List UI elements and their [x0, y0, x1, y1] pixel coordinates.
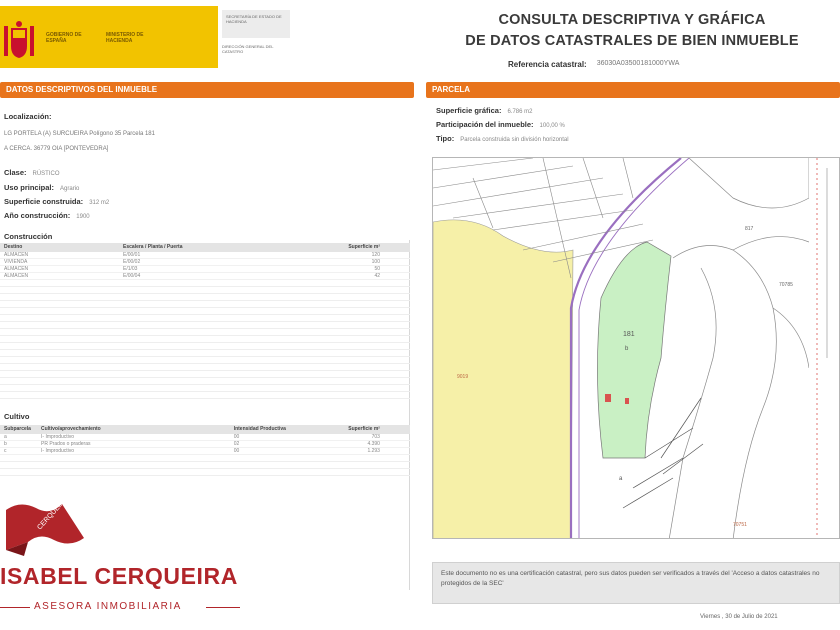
ref-label: Referencia catastral:: [508, 60, 587, 69]
header-cell: Destino: [4, 244, 23, 250]
empty-row: [0, 343, 410, 350]
table-cell: PR Prados o praderas: [41, 441, 91, 447]
brand-mark-text: CERQUEIRA: [36, 495, 70, 532]
brand-subtitle: ASESORA INMOBILIARIA: [34, 601, 182, 612]
use-field: [4, 183, 79, 192]
construction-table-header: [0, 243, 410, 252]
table-row: [0, 266, 410, 273]
table-row: [0, 259, 410, 266]
construction-table: [0, 243, 410, 399]
empty-row: [0, 462, 410, 469]
document-title: [432, 10, 832, 52]
table-cell: 100: [371, 259, 380, 265]
map-neighbour-label: 70751: [733, 522, 747, 528]
type-label: Tipo:: [436, 134, 455, 143]
table-cell: 4.390: [367, 441, 380, 447]
ministry-name-text: MINISTERIO DE HACIENDA: [106, 32, 144, 44]
header-cell: Superficie m²: [348, 426, 380, 432]
brand-name: ISABEL CERQUEIRA: [0, 563, 238, 589]
empty-row: [0, 357, 410, 364]
empty-row: [0, 350, 410, 357]
empty-row: [0, 371, 410, 378]
map-neighbour-label: 70785: [779, 282, 793, 288]
table-cell: E/1/03: [123, 266, 138, 272]
yellow-land-area: [433, 220, 573, 539]
table-cell: c: [4, 448, 7, 454]
participation-value: 100,00 %: [539, 123, 565, 129]
table-cell: I- Improductivo: [41, 448, 75, 454]
empty-row: [0, 336, 410, 343]
type-field: [436, 134, 569, 143]
built-area-label: Superficie construida:: [4, 197, 84, 206]
year-field: [4, 211, 90, 220]
table-cell: ALMACEN: [4, 273, 29, 279]
class-value: RÚSTICO: [32, 171, 60, 177]
building-marker: [625, 398, 629, 404]
location-label: Localización:: [4, 112, 52, 121]
year-value: 1900: [76, 214, 90, 220]
table-cell: 00: [233, 434, 240, 440]
table-cell: ALMACEN: [4, 266, 29, 272]
type-value: Parcela construida sin división horizontal: [460, 137, 569, 143]
table-cell: I- Improductivo: [41, 434, 75, 440]
empty-row: [0, 364, 410, 371]
table-cell: b: [4, 441, 7, 447]
graphic-area-field: [436, 106, 532, 115]
cadastral-reference: [508, 60, 680, 69]
table-cell: 703: [371, 434, 380, 440]
secretaria-box: SECRETARÍA DE ESTADO DE HACIENDA: [222, 10, 290, 38]
disclaimer-box: Este documento no es una certificación catastral, pero sus datos pueden ser verificados a través del 'Acceso a datos catastrales no protegidos de la SEC': [432, 562, 840, 604]
class-label: Clase:: [4, 168, 27, 177]
table-cell: VIVIENDA: [4, 259, 28, 265]
empty-row: [0, 378, 410, 385]
section-bar-descriptive: DATOS DESCRIPTIVOS DEL INMUEBLE: [0, 82, 414, 98]
graphic-area-value: 6.786 m2: [507, 109, 533, 115]
map-side-strip: [809, 158, 840, 539]
coat-of-arms-icon: [2, 20, 36, 62]
cultivation-title: Cultivo: [4, 412, 30, 421]
use-value: Agrario: [60, 186, 80, 192]
parcel-boundaries-right: [669, 158, 809, 539]
table-cell: 1.293: [367, 448, 380, 454]
map-neighbour-label: 9019: [457, 374, 469, 380]
empty-row: [0, 287, 410, 294]
direccion-general-text: DIRECCIÓN GENERAL DEL CATASTRO: [222, 44, 274, 54]
table-row: [0, 434, 410, 441]
map-sub-label: a: [619, 476, 623, 482]
table-cell: E/00/01: [123, 252, 141, 258]
header-cell: Superficie m²: [348, 244, 380, 250]
built-area-value: 312 m2: [89, 200, 110, 206]
brand-flag-icon: [0, 490, 90, 562]
title-line-1: CONSULTA DESCRIPTIVA Y GRÁFICA: [498, 12, 766, 28]
title-line-2: DE DATOS CATASTRALES DE BIEN INMUEBLE: [465, 33, 799, 49]
empty-row: [0, 315, 410, 322]
empty-row: [0, 308, 410, 315]
cultivation-table: [0, 425, 410, 476]
class-field: [4, 168, 60, 177]
table-cell: E/00/02: [123, 259, 141, 265]
issue-date: Viernes , 30 de Julio de 2021: [700, 614, 778, 620]
location-line-2: A CERCA. 36779 OIA [PONTEVEDRA]: [4, 146, 109, 152]
empty-row: [0, 385, 410, 392]
construction-title: Construcción: [4, 232, 53, 241]
empty-row: [0, 469, 410, 476]
empty-row: [0, 301, 410, 308]
empty-row: [0, 294, 410, 301]
table-cell: ALMACEN: [4, 252, 29, 258]
graphic-area-label: Superficie gráfica:: [436, 106, 502, 115]
empty-row: [0, 329, 410, 336]
cultivation-table-header: [0, 425, 410, 434]
table-cell: 02: [233, 441, 240, 447]
table-row: [0, 252, 410, 259]
table-cell: 00: [233, 448, 240, 454]
empty-row: [0, 455, 410, 462]
government-logo: [0, 6, 218, 68]
brand-rule-left: [0, 607, 30, 608]
brand-rule-right: [206, 607, 240, 608]
table-cell: 50: [374, 266, 380, 272]
gov-name-text: GOBIERNO DE ESPAÑA: [46, 32, 82, 44]
empty-row: [0, 322, 410, 329]
use-label: Uso principal:: [4, 183, 55, 192]
green-parcel-area: [597, 242, 671, 458]
table-cell: a: [4, 434, 7, 440]
building-marker: [605, 394, 611, 402]
header-cell: Subparcela: [4, 426, 31, 432]
header-cell: Escalera / Planta / Puerta: [123, 244, 183, 250]
map-sub-label: b: [625, 346, 629, 352]
header-cell: Cultivo/aprovechamiento: [41, 426, 101, 432]
header-cell: Intensidad Productiva: [233, 426, 286, 432]
table-cell: E/00/04: [123, 273, 141, 279]
map-parcel-label: 181: [623, 331, 635, 338]
map-neighbour-label: 817: [745, 226, 754, 232]
table-row: [0, 273, 410, 280]
table-cell: 120: [371, 252, 380, 258]
built-area-field: [4, 197, 109, 206]
section-bar-parcel: PARCELA: [426, 82, 840, 98]
ref-value: 36030A03500181000YWA: [596, 60, 680, 67]
location-line-1: LG PORTELA (A) SURCUEIRA Polígono 35 Parcela 181: [4, 131, 155, 137]
participation-label: Participación del inmueble:: [436, 120, 534, 129]
map-drawing: [433, 158, 840, 539]
empty-row: [0, 280, 410, 287]
cadastral-map: [432, 157, 840, 539]
table-cell: 42: [374, 273, 380, 279]
table-row: [0, 441, 410, 448]
empty-row: [0, 392, 410, 399]
table-row: [0, 448, 410, 455]
participation-field: [436, 120, 565, 129]
year-label: Año construcción:: [4, 211, 71, 220]
